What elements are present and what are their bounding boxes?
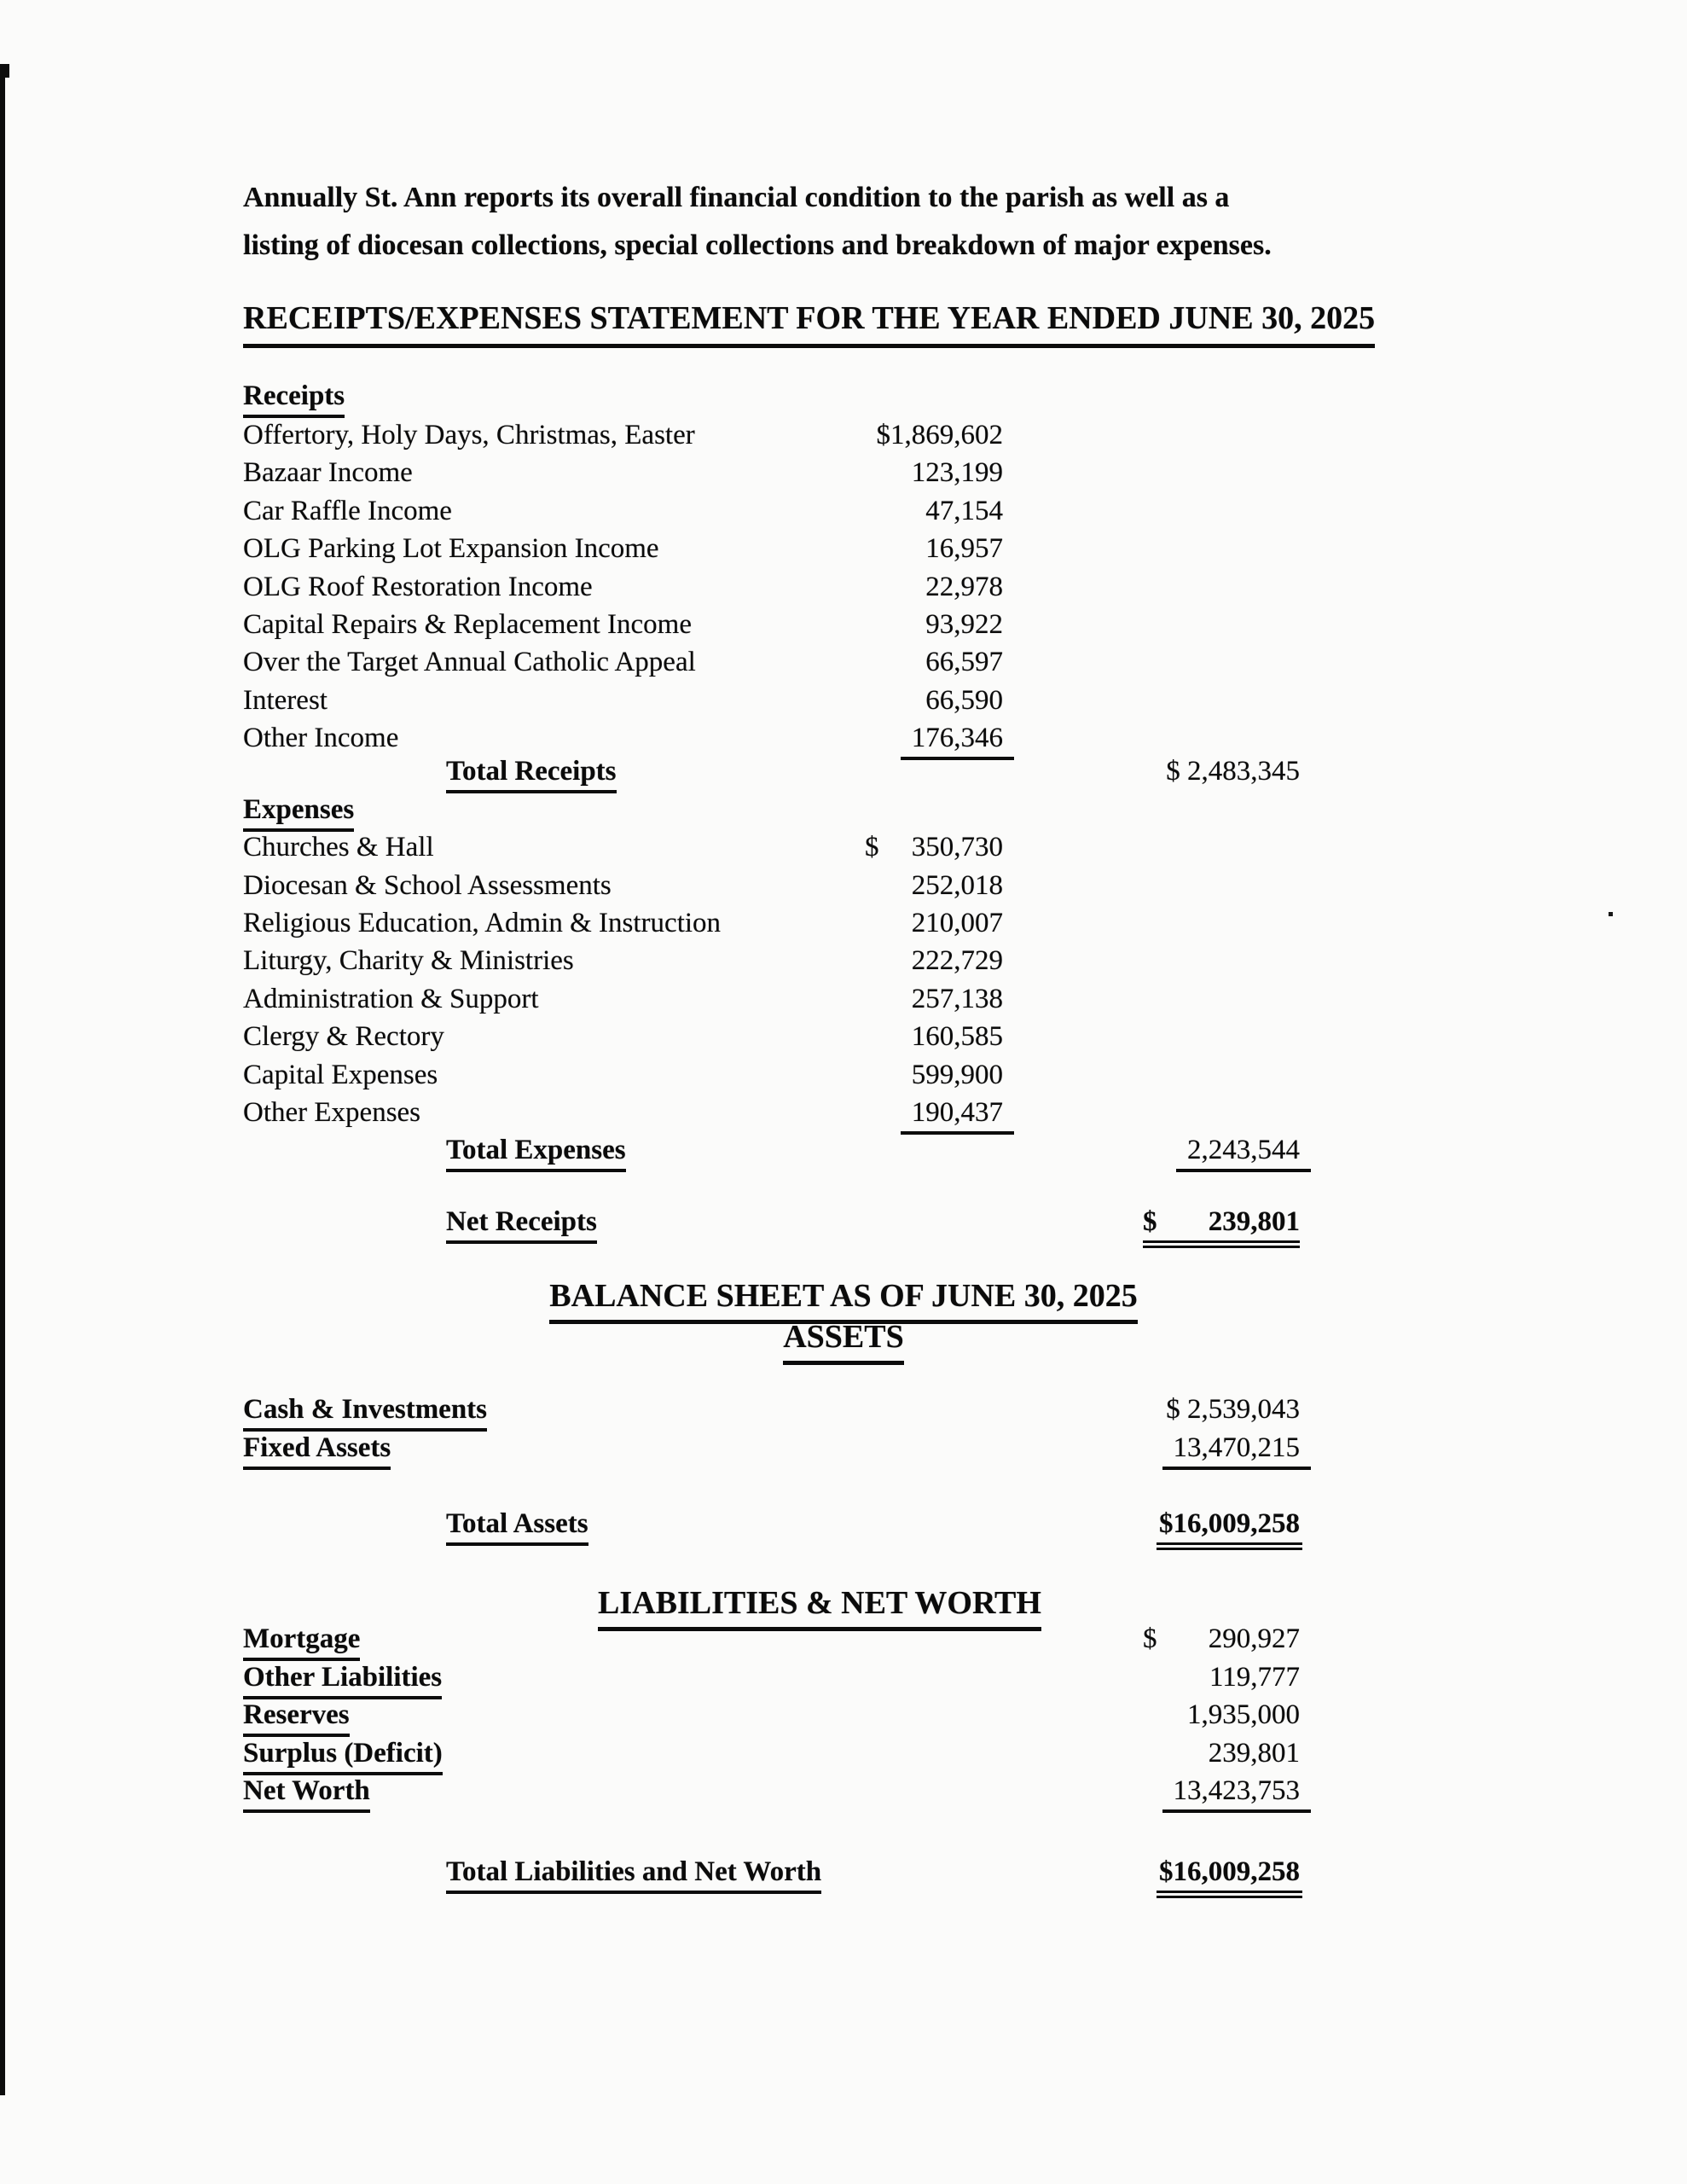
receipts-heading-row [0, 379, 1687, 416]
statement-title: RECEIPTS/EXPENSES STATEMENT FOR THE YEAR ENDED JUNE 30, 2025 [243, 299, 1375, 348]
row-amount-pair [1143, 1622, 1300, 1656]
total-expenses-label: Total Expenses [446, 1133, 626, 1172]
liability-row-reserves [0, 1698, 1687, 1735]
net-receipts-row [0, 1205, 1687, 1242]
row-value: 123,199 [911, 457, 1003, 488]
row-value [1049, 1431, 1300, 1470]
row-value: 119,777 [1209, 1662, 1300, 1693]
underlined-amount: 2,243,544 [1176, 1133, 1311, 1172]
statement-title-row [0, 299, 1687, 336]
expense-row-clergy [0, 1019, 1687, 1057]
row-label: Administration & Support [243, 984, 539, 1014]
receipt-row-parking-lot [0, 531, 1687, 569]
row-value: 22,978 [925, 572, 1003, 602]
row-label: Mortgage [243, 1622, 360, 1661]
total-liabilities-value [1049, 1855, 1300, 1898]
row-label: Churches & Hall [243, 832, 434, 863]
row-label: Liturgy, Charity & Ministries [243, 945, 574, 976]
row-label: Bazaar Income [243, 457, 413, 488]
row-value: 93,922 [925, 609, 1003, 640]
total-liabilities-net-worth-row [0, 1855, 1687, 1892]
row-label: Capital Expenses [243, 1060, 438, 1090]
expense-row-religious-ed [0, 906, 1687, 944]
total-liabilities-label: Total Liabilities and Net Worth [446, 1855, 821, 1894]
row-label: Other Liabilities [243, 1660, 442, 1699]
currency-symbol: $ [865, 832, 879, 863]
row-value: $ 2,539,043 [1166, 1394, 1300, 1425]
row-value: 257,138 [911, 984, 1003, 1014]
row-label: Other Income [243, 723, 399, 753]
expense-row-diocesan [0, 868, 1687, 906]
row-value: 66,597 [925, 647, 1003, 677]
asset-row-fixed-assets [0, 1431, 1687, 1468]
row-label: OLG Parking Lot Expansion Income [243, 533, 659, 564]
intro-line-2: listing of diocesan collections, special collections and breakdown of major expenses. [243, 229, 1272, 261]
row-value [802, 1095, 1003, 1135]
total-assets-label: Total Assets [446, 1507, 588, 1546]
receipt-row-offertory [0, 418, 1687, 456]
row-value: 239,801 [1208, 1738, 1300, 1769]
total-receipts-value: $ 2,483,345 [1166, 756, 1300, 787]
total-assets-row [0, 1507, 1687, 1544]
liability-row-surplus-deficit [0, 1736, 1687, 1774]
net-receipts-amount [1143, 1205, 1300, 1248]
row-label: Religious Education, Admin & Instruction [243, 908, 722, 938]
underlined-amount: 13,423,753 [1162, 1774, 1312, 1813]
total-receipts-row [0, 754, 1687, 792]
row-value: 47,154 [925, 496, 1003, 526]
row-value: 210,007 [911, 908, 1003, 938]
receipt-row-capital-repairs [0, 607, 1687, 645]
expenses-heading-row [0, 793, 1687, 830]
receipt-row-interest [0, 683, 1687, 721]
row-label: Car Raffle Income [243, 496, 452, 526]
assets-heading: ASSETS [783, 1317, 904, 1365]
receipt-row-catholic-appeal [0, 645, 1687, 682]
row-label: Clergy & Rectory [243, 1021, 444, 1052]
balance-sheet-title: BALANCE SHEET AS OF JUNE 30, 2025 [549, 1276, 1137, 1324]
row-value: 252,018 [911, 870, 1003, 901]
total-expenses-row [0, 1133, 1687, 1170]
expenses-heading: Expenses [243, 793, 354, 832]
row-amount-pair [865, 830, 1003, 864]
double-underlined-amount: $16,009,258 [1157, 1507, 1302, 1550]
liability-row-net-worth [0, 1774, 1687, 1811]
net-receipts-label: Net Receipts [446, 1205, 597, 1244]
row-label: Capital Repairs & Replacement Income [243, 609, 692, 640]
row-label: Diocesan & School Assessments [243, 870, 612, 901]
row-label: Interest [243, 685, 328, 716]
row-value: 599,900 [911, 1060, 1003, 1090]
row-value: 222,729 [911, 945, 1003, 976]
liabilities-heading-row [0, 1583, 1663, 1621]
receipts-heading: Receipts [243, 379, 345, 418]
double-underlined-amount: $16,009,258 [1157, 1855, 1302, 1898]
row-label: Over the Target Annual Catholic Appeal [243, 647, 696, 677]
underlined-amount: 13,470,215 [1162, 1431, 1312, 1470]
expense-row-liturgy [0, 944, 1687, 981]
row-value: 350,730 [911, 832, 1003, 863]
receipt-row-other-income [0, 721, 1687, 758]
assets-heading-row [0, 1317, 1687, 1355]
row-value: 160,585 [911, 1021, 1003, 1052]
row-value: 1,935,000 [1187, 1699, 1300, 1730]
total-expenses-value [1049, 1133, 1300, 1172]
expense-row-churches-hall [0, 830, 1687, 868]
intro-line-1: Annually St. Ann reports its overall financial condition to the parish as well as a [243, 182, 1230, 213]
row-value: $1,869,602 [876, 420, 1003, 450]
expense-row-capital [0, 1058, 1687, 1095]
row-label: OLG Roof Restoration Income [243, 572, 593, 602]
row-label: Fixed Assets [243, 1431, 391, 1470]
currency-symbol: $ [1143, 1623, 1157, 1654]
receipt-row-roof-restoration [0, 570, 1687, 607]
currency-symbol: $ [1143, 1206, 1157, 1237]
balance-sheet-title-row [0, 1276, 1687, 1314]
row-value: 66,590 [925, 685, 1003, 716]
total-receipts-label: Total Receipts [446, 754, 617, 793]
liabilities-heading: LIABILITIES & NET WORTH [598, 1583, 1041, 1631]
intro-paragraph [243, 174, 1539, 270]
row-value [1049, 1774, 1300, 1813]
liability-row-other-liabilities [0, 1660, 1687, 1698]
receipt-row-bazaar [0, 456, 1687, 493]
row-label: Other Expenses [243, 1097, 421, 1128]
row-label: Reserves [243, 1698, 350, 1737]
asset-row-cash-investments [0, 1392, 1687, 1430]
underlined-amount: 190,437 [901, 1095, 1014, 1135]
row-value: 290,927 [1208, 1623, 1300, 1654]
liability-row-mortgage [0, 1622, 1687, 1659]
row-label: Cash & Investments [243, 1392, 487, 1432]
row-value: 16,957 [925, 533, 1003, 564]
expense-row-administration [0, 982, 1687, 1019]
row-label: Offertory, Holy Days, Christmas, Easter [243, 420, 695, 450]
row-label: Surplus (Deficit) [243, 1736, 443, 1775]
receipt-row-car-raffle [0, 494, 1687, 531]
underlined-amount: 176,346 [901, 721, 1014, 760]
row-label: Net Worth [243, 1774, 370, 1813]
expense-row-other [0, 1095, 1687, 1133]
row-value: 239,801 [1208, 1206, 1300, 1237]
total-assets-value [1049, 1507, 1300, 1550]
